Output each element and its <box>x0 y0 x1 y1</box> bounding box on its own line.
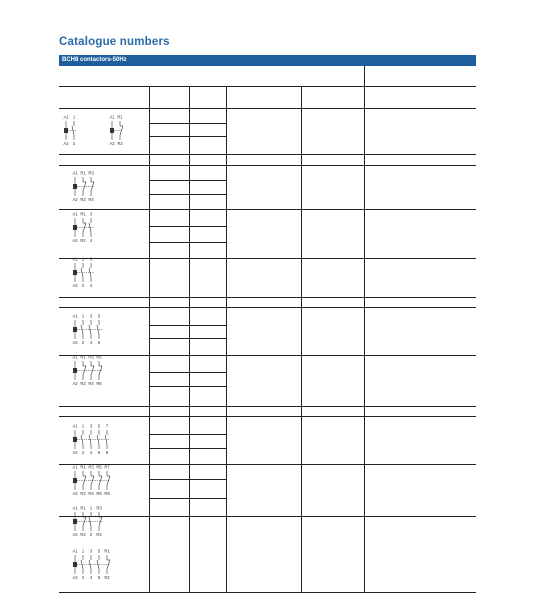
terminal-label: 2 <box>81 450 85 455</box>
terminal-label: R1 <box>80 505 86 511</box>
nc-contact-symbol <box>107 476 110 485</box>
terminal-label: 5 <box>97 313 101 319</box>
row-divider <box>149 434 226 435</box>
wiring-diagram-1p-no <box>63 114 83 146</box>
row-divider <box>59 406 476 407</box>
terminal-label: 3 <box>89 423 93 429</box>
terminal-label: R1 <box>80 354 86 360</box>
row-divider <box>59 592 476 593</box>
row-divider <box>149 123 226 124</box>
row-divider <box>149 479 226 480</box>
terminal-label: 3 <box>89 211 93 217</box>
wiring-diagram-3p-a <box>72 313 108 345</box>
terminal-label: 2 <box>81 575 85 580</box>
coil-symbol <box>73 519 77 524</box>
terminal-label: A1 <box>109 114 115 120</box>
row-divider <box>149 325 226 326</box>
terminal-label: R2 <box>80 491 86 496</box>
terminal-label: A2 <box>72 491 78 496</box>
row-divider <box>59 154 476 155</box>
row-divider <box>59 516 476 517</box>
terminal-label: 2 <box>89 532 93 537</box>
wiring-diagram-3p-b <box>72 354 108 386</box>
terminal-label: A2 <box>72 575 78 580</box>
nc-contact-symbol <box>83 476 86 485</box>
row-divider <box>59 209 476 210</box>
terminal-label: A1 <box>72 211 78 217</box>
terminal-label: A1 <box>72 170 78 176</box>
column-divider <box>364 66 365 592</box>
terminal-label: A2 <box>72 450 78 455</box>
terminal-label: R5 <box>96 464 102 470</box>
nc-contact-symbol <box>83 223 86 232</box>
row-divider <box>59 355 476 356</box>
terminal-label: R2 <box>80 238 86 243</box>
no-contact-symbol <box>72 126 74 135</box>
coil-symbol <box>73 478 77 483</box>
no-contact-symbol <box>81 325 83 334</box>
wiring-diagram-4p-d <box>72 548 116 580</box>
terminal-label: 2 <box>81 283 85 288</box>
coil-symbol <box>73 562 77 567</box>
terminal-label: R8 <box>104 491 110 496</box>
row-divider <box>149 180 226 181</box>
terminal-label: A1 <box>72 464 78 470</box>
row-divider <box>149 386 226 387</box>
row-divider <box>59 416 476 417</box>
coil-symbol <box>73 437 77 442</box>
terminal-label: A2 <box>72 532 78 537</box>
row-divider <box>59 86 476 87</box>
row-divider <box>149 338 226 339</box>
wiring-diagram-4p-c <box>72 505 108 537</box>
terminal-label: A1 <box>63 114 69 120</box>
coil-symbol <box>73 270 77 275</box>
coil-symbol <box>64 128 68 133</box>
terminal-label: R4 <box>88 197 94 202</box>
nc-contact-symbol <box>107 560 110 569</box>
terminal-label: R1 <box>80 211 86 217</box>
row-divider <box>59 258 476 259</box>
row-divider <box>149 448 226 449</box>
terminal-label: A2 <box>109 141 115 146</box>
terminal-label: R2 <box>80 532 86 537</box>
nc-contact-symbol <box>83 182 86 191</box>
row-divider <box>149 242 226 243</box>
terminal-label: 1 <box>81 313 85 319</box>
terminal-label: R3 <box>88 464 94 470</box>
terminal-label: A2 <box>72 283 78 288</box>
nc-contact-symbol <box>83 366 86 375</box>
wiring-diagram-2p-c <box>72 256 100 288</box>
wiring-diagram-4p-b <box>72 464 116 496</box>
row-divider <box>59 108 476 109</box>
terminal-label: R5 <box>96 354 102 360</box>
terminal-label: 5 <box>97 423 101 429</box>
terminal-label: A2 <box>72 340 78 345</box>
terminal-label: R4 <box>96 532 102 537</box>
terminal-label: 8 <box>105 450 109 455</box>
terminal-label: R2 <box>104 575 110 580</box>
row-divider <box>59 297 476 298</box>
terminal-label: R2 <box>80 197 86 202</box>
wiring-diagram-2p-b <box>72 211 100 243</box>
row-divider <box>149 226 226 227</box>
row-divider <box>149 498 226 499</box>
terminal-label: 4 <box>89 575 93 580</box>
terminal-label: R4 <box>88 381 94 386</box>
terminal-label: R3 <box>96 505 102 511</box>
row-divider <box>59 165 476 166</box>
nc-contact-symbol <box>83 517 86 526</box>
terminal-label: 1 <box>81 423 85 429</box>
terminal-label: 1 <box>72 114 76 120</box>
terminal-label: 6 <box>97 340 101 345</box>
terminal-label: A1 <box>72 256 78 262</box>
terminal-label: 1 <box>81 256 85 262</box>
terminal-label: A1 <box>72 505 78 511</box>
terminal-label: 3 <box>89 548 93 554</box>
terminal-label: R6 <box>96 491 102 496</box>
coil-symbol <box>73 184 77 189</box>
terminal-label: 2 <box>81 340 85 345</box>
terminal-label: 3 <box>89 256 93 262</box>
page-title: Catalogue numbers <box>59 36 170 48</box>
terminal-label: R1 <box>80 464 86 470</box>
terminal-label: 6 <box>97 575 101 580</box>
coil-symbol <box>110 128 114 133</box>
terminal-label: 1 <box>81 548 85 554</box>
terminal-label: 4 <box>89 450 93 455</box>
terminal-label: A1 <box>72 354 78 360</box>
terminal-label: R2 <box>80 381 86 386</box>
section-bar: BCH8 contactors-50Hz <box>59 55 476 66</box>
row-divider <box>59 464 476 465</box>
terminal-label: R6 <box>96 381 102 386</box>
terminal-label: R7 <box>104 464 110 470</box>
terminal-label: 1 <box>89 505 93 511</box>
row-divider <box>59 307 476 308</box>
wiring-diagram-2p-a <box>72 170 100 202</box>
terminal-label: R4 <box>88 491 94 496</box>
terminal-label: A1 <box>72 548 78 554</box>
terminal-label: R1 <box>104 548 110 554</box>
terminal-label: 4 <box>89 238 93 243</box>
no-contact-symbol <box>81 435 83 444</box>
terminal-label: 7 <box>105 423 109 429</box>
terminal-label: 2 <box>72 141 76 146</box>
terminal-label: R1 <box>80 170 86 176</box>
nc-contact-symbol <box>120 126 123 135</box>
coil-symbol <box>73 225 77 230</box>
terminal-label: R2 <box>117 141 123 146</box>
terminal-label: 4 <box>89 283 93 288</box>
terminal-label: A2 <box>63 141 69 146</box>
terminal-label: A1 <box>72 423 78 429</box>
terminal-label: R3 <box>88 354 94 360</box>
terminal-label: 3 <box>89 313 93 319</box>
terminal-label: R3 <box>88 170 94 176</box>
row-divider <box>149 194 226 195</box>
wiring-diagram-4p-a <box>72 423 116 455</box>
no-contact-symbol <box>81 268 83 277</box>
terminal-label: 5 <box>97 548 101 554</box>
terminal-label: A1 <box>72 313 78 319</box>
coil-symbol <box>73 327 77 332</box>
terminal-label: A2 <box>72 381 78 386</box>
wiring-diagram-1p-nc <box>109 114 129 146</box>
terminal-label: A2 <box>72 238 78 243</box>
terminal-label: 4 <box>89 340 93 345</box>
terminal-label: R1 <box>117 114 123 120</box>
row-divider <box>149 372 226 373</box>
terminal-label: 6 <box>97 450 101 455</box>
row-divider <box>149 136 226 137</box>
terminal-label: A2 <box>72 197 78 202</box>
no-contact-symbol <box>81 560 83 569</box>
coil-symbol <box>73 368 77 373</box>
